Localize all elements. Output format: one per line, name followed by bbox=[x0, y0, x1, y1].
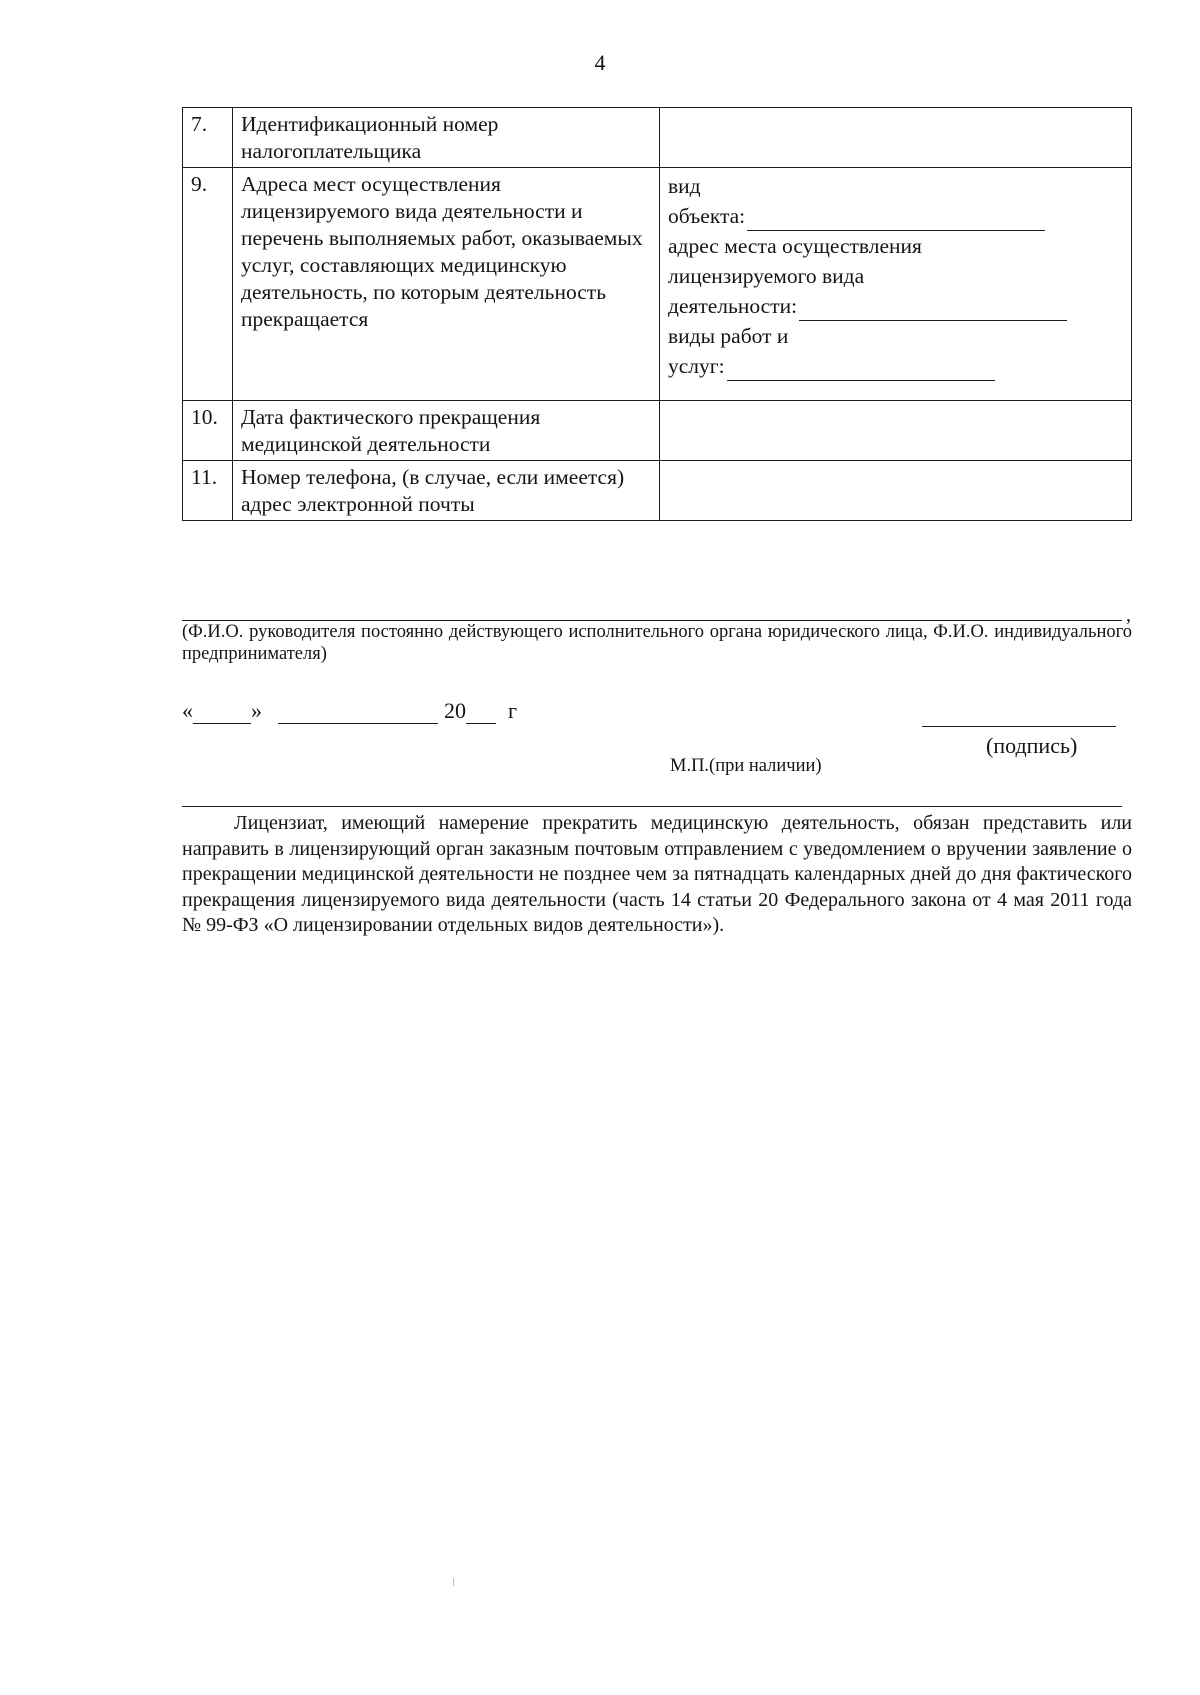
footnote-paragraph bbox=[182, 811, 1132, 939]
date-close-quote: » bbox=[251, 698, 262, 723]
row-value-empty[interactable] bbox=[660, 461, 1132, 521]
row-number: 10. bbox=[183, 401, 233, 461]
row-label: Адреса мест осуществления лицензируемого вида деятельности и перечень выполняемых работ, оказываемых услуг, составляющих медицинскую деятельность, по которым деятельность прекращается bbox=[233, 168, 660, 401]
scan-artifact bbox=[453, 1578, 454, 1586]
name-line-comma: , bbox=[1126, 604, 1131, 626]
stamp-label: М.П.(при наличии) bbox=[670, 756, 822, 776]
month-blank[interactable] bbox=[278, 703, 438, 724]
year-blank[interactable] bbox=[466, 703, 496, 724]
row-number: 9. bbox=[183, 168, 233, 401]
row-number: 11. bbox=[183, 461, 233, 521]
separator-line bbox=[182, 806, 1122, 807]
date-field bbox=[182, 698, 517, 724]
day-blank[interactable] bbox=[193, 703, 251, 724]
services-field bbox=[668, 351, 1125, 381]
services-field-label: услуг: bbox=[668, 354, 725, 378]
table-row bbox=[183, 108, 1132, 168]
row-label: Номер телефона, (в случае, если имеется) адрес электронной почты bbox=[233, 461, 660, 521]
year-suffix: г bbox=[508, 698, 518, 723]
page-number: 4 bbox=[594, 50, 606, 75]
activity-field-label: деятельности: bbox=[668, 294, 798, 318]
row-label: Идентификационный номер налогоплательщика bbox=[233, 108, 660, 168]
signature-label: (подпись) bbox=[986, 733, 1078, 758]
row-value-empty[interactable] bbox=[660, 108, 1132, 168]
name-line-caption: (Ф.И.О. руководителя постоянно действующего исполнительного органа юридического лица, Ф.И.О. индивидуального предпринимателя) bbox=[182, 622, 1132, 664]
footnote-text: Лицензиат, имеющий намерение прекратить медицинскую деятельность, обязан представить или направить в лицензирующий орган заказным почтовым отправлением с уведомлением о вручении заявление о прекращении медицинской деятельности не позднее чем за пятнадцать календарных дней до дня фактического прекращения лицензируемого вида деятельности (часть 14 статьи 20 Федерального закона от 4 мая 2011 года № 99-ФЗ «О лицензировании отдельных видов деятельности»). bbox=[182, 812, 1132, 936]
works-label-line: виды работ и bbox=[668, 324, 789, 348]
row-label: Дата фактического прекращения медицинской деятельности bbox=[233, 401, 660, 461]
address-label-line: лицензируемого вида bbox=[668, 264, 865, 288]
table-row bbox=[183, 168, 1132, 401]
date-open-quote: « bbox=[182, 698, 193, 723]
activity-field bbox=[668, 291, 1125, 321]
row-value-fields bbox=[660, 168, 1132, 401]
table-row bbox=[183, 461, 1132, 521]
address-label-line: адрес места осуществления bbox=[668, 234, 922, 258]
object-field bbox=[668, 201, 1125, 231]
signature-line[interactable] bbox=[922, 726, 1116, 727]
table-row bbox=[183, 401, 1132, 461]
object-blank[interactable] bbox=[747, 208, 1045, 231]
year-prefix: 20 bbox=[444, 698, 466, 723]
row-value-empty[interactable] bbox=[660, 401, 1132, 461]
application-form-table bbox=[182, 107, 1132, 521]
row-number: 7. bbox=[183, 108, 233, 168]
object-type-label: вид bbox=[668, 174, 701, 198]
services-blank[interactable] bbox=[727, 358, 995, 381]
activity-blank[interactable] bbox=[799, 298, 1067, 321]
object-field-label: объекта: bbox=[668, 204, 746, 228]
